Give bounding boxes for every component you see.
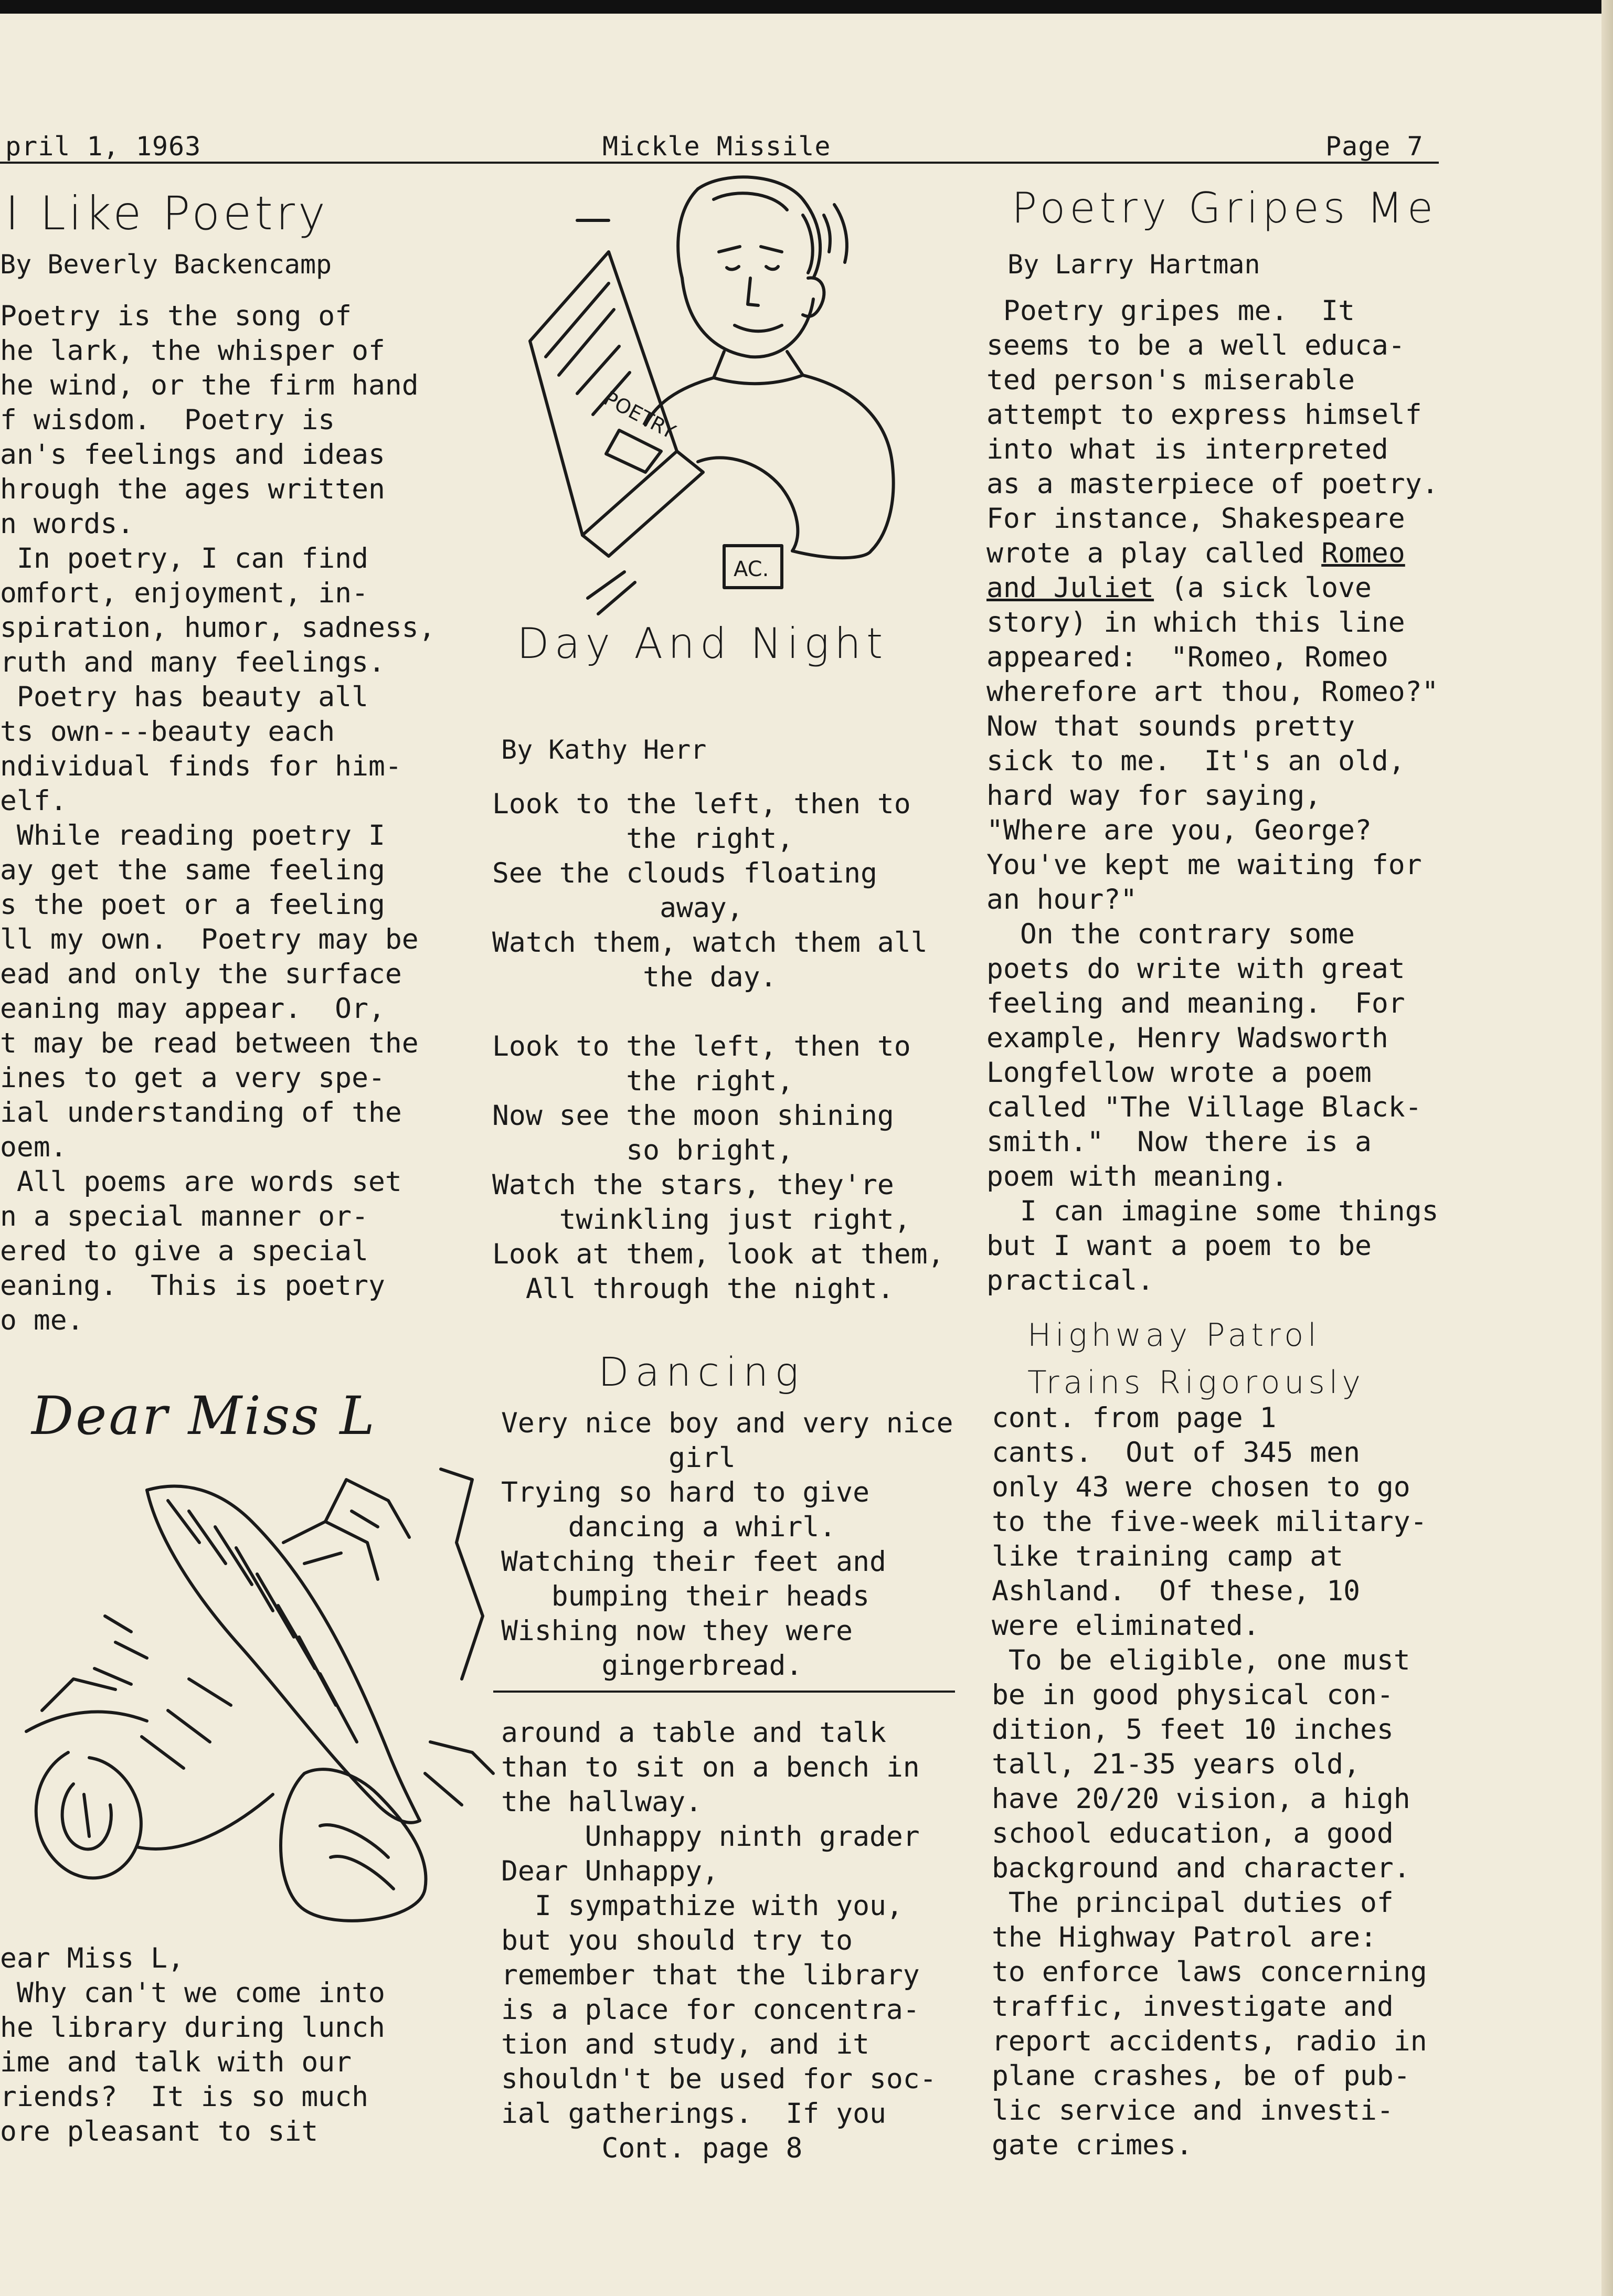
artist-initials: AC. — [734, 557, 769, 581]
poem-title-dancing: Dancing — [598, 1348, 805, 1395]
play-title-and-juliet: and Juliet — [986, 572, 1154, 604]
poem-title-day-and-night: Day And Night — [517, 619, 888, 668]
header-rule — [0, 162, 1439, 164]
article-title-poetry-gripes-me: Poetry Gripes Me — [1012, 184, 1438, 232]
header-paper-name: Mickle Missile — [602, 131, 831, 162]
scan-top-shadow — [0, 0, 1613, 14]
article-subtitle-trains-rigorously: Trains Rigorously — [1027, 1364, 1365, 1401]
header-date: pril 1, 1963 — [5, 131, 201, 162]
quill-and-inkwell-illustration — [10, 1459, 498, 1941]
article-body-i-like-poetry: Poetry is the song of he lark, the whisper of he wind, or the firm hand f wisdom. Poetry is an's feelings and ideas hrough the ages written n words. In poetry, I can find omfort, enjoyment, in- spiration, humor, sadness, ruth and many feelings. Poetry has beauty all ts own---beauty each ndividual finds for him- elf. While reading poetry I ay get the same feeling s the poet or a feeling ll my own. Poetry may be ead and only the surface eaning may appear. Or, t may be read between the ines to get a very spe- ial understanding of the oem. All poems are words set n a special manner or- ered to give a special eaning. This is poetry o me. — [0, 300, 436, 1336]
boy-reading-illustration — [488, 168, 918, 619]
article-title-highway-patrol: Highway Patrol — [1027, 1317, 1321, 1354]
book-poetry-label: POETRY — [600, 387, 680, 444]
letter-continuation-and-reply: around a table and talk than to sit on a bench in the hallway. Unhappy ninth grader Dear Unhappy, I sympathize with you, but you should try to remember that the library is a place for concentra- tion and study, and it shouldn't be used for soc- ial gatherings. If you Cont. page 8 — [501, 1717, 937, 2164]
poem-body-day-and-night: Look to the left, then to the right, See the clouds floating away, Watch them, watch them all the day. Look to the left, then to the right, Now see the moon shining so bright, Watch the stars, they're twinkling just right, Look at them, look at them, All through the night. — [492, 788, 945, 1305]
header-page-number: Page 7 — [1325, 131, 1424, 162]
byline-backencamp: By Beverly Backencamp — [0, 249, 332, 280]
scan-edge-shadow — [1601, 0, 1613, 2296]
column-title-dear-miss-l: Dear Miss L — [31, 1385, 377, 1447]
article-title-i-like-poetry: I Like Poetry — [5, 186, 329, 240]
letter-to-miss-l: ear Miss L, Why can't we come into he library during lunch ime and talk with our riends? It is so much ore pleasant to sit — [0, 1942, 385, 2148]
play-title-romeo: Romeo — [1321, 537, 1405, 569]
poem-body-dancing: Very nice boy and very nice girl Trying so hard to give dancing a whirl. Watching their feet and bumping their heads Wishing now they were gingerbread. — [501, 1407, 953, 1682]
byline-herr: By Kathy Herr — [501, 735, 707, 765]
article-body-poetry-gripes-me — [986, 294, 1459, 1298]
article-body-highway-patrol: cont. from page 1 cants. Out of 345 men only 43 were chosen to go to the five-week military- like training camp at Ashland. Of these, 10 were eliminated. To be eligible, one must be in good physical con- dition, 5 feet 10 inches tall, 21-35 years old, have 20/20 vision, a high school education, a good background and character. The principal duties of the Highway Patrol are: to enforce laws concerning traffic, investigate and report accidents, radio in plane crashes, be of pub- lic service and investi- gate crimes. — [992, 1402, 1427, 2161]
byline-hartman: By Larry Hartman — [1007, 249, 1260, 280]
gripes-text-part2: (a sick love story) in which this line appeared: "Romeo, Romeo wherefore art thou, Romeo?" Now that sounds pretty sick to me. It's an old, hard way for saying, "Where are you, George? You've kept me waiting for an hour?" On the contrary some poets do write with great feeling and meaning. For example, Henry Wadsworth Longfellow wrote a poem called "The Village Black- smith." Now there is a poem with meaning. I can imagine some things but I want a poem to be practical. — [986, 572, 1439, 1296]
gripes-text-part1: Poetry gripes me. It seems to be a well educa- ted person's miserable attempt to express himself into what is interpreted as a masterpiece of poetry. For instance, Shakespeare wrote a play called — [986, 295, 1439, 569]
column-divider-rule — [493, 1691, 955, 1693]
